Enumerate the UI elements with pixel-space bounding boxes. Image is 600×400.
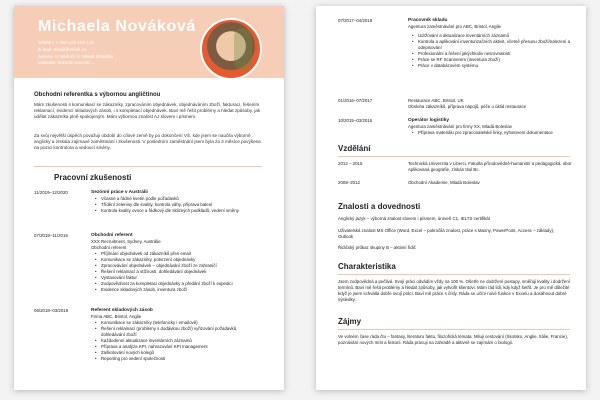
summary-paragraph-2: Za svůj největší úspěch považuji období do cílové země by po dokončení VŠ, kde jsem se naučila výborně anglicky a získala zajímavé zaměstnání i zkušenosti. V posledním zaměstnání jsem byla za 3 měsíce povýšena na pozici kontrolora a vedoucí směny. [34,133,261,151]
job-items [91,196,261,214]
candidate-name: Michaela Nováková [38,18,196,35]
list-item: • Včasné a řádné kvetin podle požadavků [101,196,261,202]
list-item: • Příprava a analýza KPI, nahrazování KPI management [101,344,261,350]
job-title: Restaurace ABC, Bristol, UK [408,98,464,103]
list-item: • Profesionální a řešení jakýchkoliv nesrovnalostí [418,51,573,57]
skills-heading: Znalosti a dovednosti [338,202,421,211]
job-date: 11/2019–12/2020 [34,190,68,195]
list-item: • Kontrola a aplikování inventurizačních aktivit, včetně přesunu zboží/nalezení a odepisování [418,39,573,51]
list-item: • Řešení reklamací (problémy s dodávkou zboží) vyřizování požadavků, dohledávání zboží [101,326,261,338]
job-title: Referent skladových zásob [91,308,153,313]
job-body [408,18,573,69]
list-item: • Příprava materiálu pro zpracovatelské linky, vyhotovení dokumentace [418,130,573,136]
education-date: 2008–2012 [338,180,360,185]
job-body [91,190,261,214]
education-heading: Vzdělání [338,144,371,153]
job-date: 07/2019–11/2019 [34,233,68,238]
list-item: • Každodenní aktualizace inventárních záznamů [101,338,261,344]
job-company: XXX Recruitment, Sydney, Austrálie [91,239,161,244]
job-date: 10/2015–03/2016 [338,118,373,123]
education-text: Obchodní Akademie, Mladá Boleslav [408,180,480,185]
experience-heading: Pracovní zkušenosti [54,173,132,182]
skill-item: Uživatelská znalost MS Office (Word, Excel – pokročilá znalost, práce s Maxny, PowerPoint, Access – základy), Outlook [338,228,555,239]
education-entry [338,161,573,175]
job-body [91,233,261,293]
section-divider [34,166,262,167]
contact-phone: Telefon: + 420 123 123 123 [38,40,94,45]
character-heading: Charakteristika [338,262,396,271]
job-title: Pracovník skladu [408,18,448,23]
skill-item: Řidičský průkaz skupiny B – aktivní řidič [338,245,416,250]
job-company: Agentura zaměstnávání pro firmy XX, Mladá Boleslav [408,124,512,129]
contact-email: E-mail: email@email.cz [38,46,87,52]
job-title: Sezónní práce v Austrálii [91,190,148,195]
profile-photo [200,18,262,80]
education-date: 2012 – 2015 [338,161,363,166]
job-date: 07/2017–04/2018 [338,18,373,23]
job-date: 06/2018–03/2019 [34,308,69,313]
job-title: Operátor logistiky [408,118,450,123]
job-items [408,130,573,136]
job-items [91,320,261,362]
job-entry [338,118,573,140]
job-company: Firma ABC, Bristol, Anglie [91,314,142,319]
section-divider [338,329,570,330]
section-divider [338,274,570,275]
job-items [408,33,573,69]
job-company: Agentura zaměstnávání pro ABC, Bristol, Anglie [408,24,501,29]
job-description: Obsluha zákazníků, příprava nápojů, péče o úklid restaurace [408,104,527,109]
contact-block [38,40,113,67]
objective-title: Obchodní referentka s výbornou angličtinou [34,92,161,98]
list-item: • Zodpovědnost za kompletaci objednávky a předání zboží k expedici [101,281,261,287]
list-item: • Kontrola kvality ovoce a řádkový dle sklizných podkladů, vedení směny [101,208,261,214]
list-item: • Vystavování faktur [101,275,261,281]
hobbies-heading: Zájmy [338,317,362,326]
job-role: Obchodní referent [91,245,127,250]
hobbies-text: Ve volném čase ráda čtu – fantasy, literaturu faktu, filozofická témata. Miluji cestování (Skotsko, Anglie, Itálie, Francie), poznávání nových míst a historii. Ráda pracuji na zahradě a aktivně se zajímám o biologii. [338,334,569,345]
job-body [408,118,573,136]
list-item: • Práce v databázovém systému [418,63,573,69]
list-item: • Práce se RF Scannerem (inventura zboží) [418,57,573,63]
list-item: • Příjímání objednávek od zákazníků přes email [101,251,261,257]
cv-page-1 [14,6,284,390]
job-entry [34,190,264,230]
job-entry [338,18,573,70]
list-item: • Řešení reklamací a stížností, dohledávání objednávek [101,269,261,275]
list-item: • Komunikace se zákazníky (telefonicky i emailově) [101,320,261,326]
job-entry [34,233,264,303]
list-item: • Komunikace se zákazníky, potvrzení objednávky [101,257,261,263]
summary-paragraph-1: Mám zkušenosti s komunikací se zákazníky, zpracováním objednávek, objednáváním zboží, fakturací, řešením reklamací, evidencí skladových zásob, i s kompletací objednávek. Baví mě řešit problémy a hledat způsoby, jak udělat zákazníka plně spokojeným. Mám výbornou znalost AJ slovem i písmem. [34,102,261,120]
job-date: 01/2016–07/2017 [338,98,373,103]
list-item: • Evidence skladových zásob, inventura zboží [101,287,261,293]
job-entry [34,308,264,374]
list-item: • Udržování a aktualizace inventárních záznamů [418,33,573,39]
list-item: • Zaškolování nových kolegů [101,350,261,356]
job-title: Obchodní referent [91,233,133,238]
job-items [91,251,261,293]
job-body [91,308,261,362]
list-item: • Zpracovávání objednávek – objednávání zboží ze zahraničí [101,263,261,269]
skill-item: Anglický jazyk – výborná znalost slovem i písmem, úroveň C1, IELTS certifikát [338,216,490,221]
education-text: Technická Univerzita v Liberci, Fakulta přírodovědně-humanitní a pedagogická, obor Aplikovaná geografie, získán titul Bc. [408,161,572,172]
contact-address: Adresa: U Nádraží 5, Mladá Boleslav [38,53,114,59]
cv-page-2 [316,6,586,390]
education-entry [338,180,573,188]
job-entry [338,98,573,112]
list-item: • Třídění zeleniny dle kvality, kontrola váhy, příprava balení [101,202,261,208]
section-divider [338,156,570,157]
list-item: • Reporting pro vedení společnosti [101,356,261,362]
character-text: Jsem zodpovědná a pečlivá. Svojí práci odvádím vždy na 100 %. Ošetře ne dodržení postupy, směřuji kvality i dodržení termínů. Baví mě řešit problémy a hledat způsoby, jak vytvořit klientovi. Mám rád lidi, kdy když šetřit. Je pro mě důležité když je jsem schválla dobře svojí práci. Baví mě práce s čísly. Ráda se učím nové funkce v Excelu a dosáhnout dobré výsledky. [338,279,571,302]
job-body [408,98,573,110]
contact-linkedin: LinkedIn: linkedin.com/in/... [38,60,94,66]
